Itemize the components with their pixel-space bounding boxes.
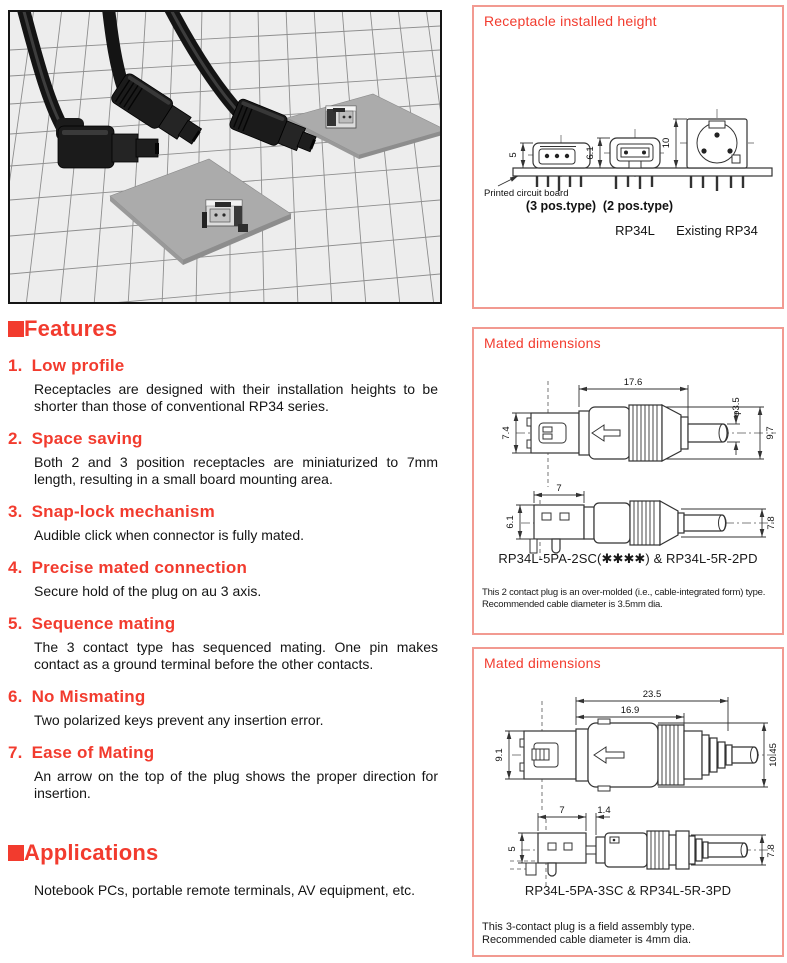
dim-label-cable-dia: φ3.5 (731, 397, 742, 417)
feature-title: Precise mated connection (31, 558, 248, 577)
dim-label-9.7: 9.7 (765, 426, 776, 440)
panel-notes (482, 921, 782, 947)
plug-side-view (579, 405, 688, 461)
product-photo (8, 10, 442, 304)
feature-title: Low profile (31, 356, 125, 375)
feature-item-1-heading (8, 356, 444, 376)
dim-label-16.9: 16.9 (620, 705, 640, 716)
panel-title: Receptacle installed height (484, 13, 657, 29)
pcb-label: Printed circuit board (484, 188, 569, 199)
note-line-1: This 2 contact plug is an over-molded (i.e., cable-integrated form) type. (482, 587, 766, 598)
feature-number: 5. (8, 614, 23, 633)
red-square-bullet-icon (8, 845, 24, 861)
dim-label-6.1: 6.1 (505, 515, 516, 529)
dim-label-23.5: 23.5 (642, 689, 662, 700)
panel-title: Mated dimensions (484, 335, 601, 351)
existing-rp34-label: Existing RP34 (676, 223, 758, 238)
receptacle-side-view (520, 731, 576, 779)
cable (708, 843, 748, 857)
receptacle-existing-outline (687, 119, 747, 168)
panel-notes (482, 587, 782, 611)
plug-side-view (576, 719, 732, 791)
dim-label-7.8: 7.8 (766, 844, 777, 858)
dim-label-1.4: 1.4 (597, 805, 611, 816)
feature-item-3-heading (8, 502, 444, 522)
feature-item-5-body: The 3 contact type has sequenced mating. One pin makes contact as a ground terminal before the other contacts. (34, 639, 438, 672)
dim-label-5: 5 (507, 846, 518, 852)
feature-item-2-body: Both 2 and 3 position receptacles are miniaturized to 7mm length, resulting in a small board mounting area. (34, 454, 438, 487)
dim-label-6.1: 6.1 (585, 146, 596, 160)
feature-title: Space saving (31, 429, 143, 448)
plug-bottom-view (586, 831, 708, 869)
receptacle-side-view (527, 413, 579, 453)
dim-label-9.1: 9.1 (494, 748, 505, 762)
installed-height-drawing (476, 67, 781, 267)
feature-item-1-body: Receptacles are designed with their installation heights to be shorter than those of conventional RP34 series. (34, 381, 438, 414)
plug-bottom-view (584, 501, 684, 545)
panel-title: Mated dimensions (484, 655, 601, 671)
dim-label-10: 10 (661, 137, 672, 149)
cable (732, 747, 758, 763)
feature-title: Sequence mating (31, 614, 176, 633)
panel-receptacle-installed-height (472, 5, 784, 309)
panel-mated-dimensions-3pos (472, 647, 784, 957)
mated-2pos-drawing (476, 363, 781, 563)
feature-number: 7. (8, 743, 23, 762)
feature-title: No Mismating (31, 687, 146, 706)
note-line-1: This 3-contact plug is a field assembly type. (482, 921, 695, 933)
pos2-type-label: (2 pos.type) (602, 199, 674, 213)
rp34l-label: RP34L (615, 223, 655, 238)
red-square-bullet-icon (8, 321, 24, 337)
feature-number: 6. (8, 687, 23, 706)
feature-item-2-heading (8, 429, 444, 449)
panel-mated-dimensions-2pos (472, 327, 784, 635)
features-heading (8, 316, 444, 342)
cable (688, 424, 728, 442)
applications-body: Notebook PCs, portable remote terminals, AV equipment, etc. (34, 882, 416, 898)
dim-label-17.6: 17.6 (623, 377, 643, 388)
features-heading-label: Features (24, 316, 118, 341)
feature-number: 1. (8, 356, 23, 375)
feature-item-5-heading (8, 614, 444, 634)
feature-number: 3. (8, 502, 23, 521)
mated-3pos-drawing (476, 685, 781, 897)
dim-label-10.45: 10.45 (768, 743, 779, 767)
feature-item-4-heading (8, 558, 444, 578)
feature-title: Ease of Mating (31, 743, 155, 762)
note-line-2: Recommended cable diameter is 4mm dia. (482, 934, 692, 946)
pcb-cross-section (513, 168, 772, 176)
dim-label-5: 5 (508, 152, 519, 158)
model-caption: RP34L-5PA-3SC & RP34L-5R-3PD (524, 883, 732, 898)
model-caption: RP34L-5PA-2SC(✱✱✱✱) & RP34L-5R-2PD (498, 551, 758, 566)
right-board-receptacle (326, 106, 356, 128)
feature-item-7-body: An arrow on the top of the plug shows the proper direction for insertion. (34, 768, 438, 801)
receptacle-2pos-outline (610, 138, 660, 168)
receptacle-3pos-outline (533, 143, 590, 168)
applications-heading-label: Applications (24, 840, 159, 865)
receptacle-bottom-view (530, 505, 584, 553)
feature-item-6-heading (8, 687, 444, 707)
feature-item-6-body: Two polarized keys prevent any insertion error. (34, 712, 324, 728)
receptacle-bottom-view (510, 833, 586, 876)
applications-heading (8, 840, 444, 866)
dim-label-7: 7 (556, 483, 562, 494)
feature-item-7-heading (8, 743, 444, 763)
feature-item-4-body: Secure hold of the plug on au 3 axis. (34, 583, 262, 599)
dim-label-7: 7 (559, 805, 565, 816)
features-section (8, 316, 444, 899)
pcb-leader-line (498, 176, 518, 186)
pos3-type-label: (3 pos.type) (525, 199, 597, 213)
dim-label-7.8: 7.8 (766, 516, 777, 530)
feature-number: 2. (8, 429, 23, 448)
note-line-2: Recommended cable diameter is 3.5mm dia. (482, 599, 663, 610)
product-photo-illustration (10, 12, 440, 302)
feature-item-3-body: Audible click when connector is fully mated. (34, 527, 305, 543)
cable (684, 515, 726, 531)
feature-number: 4. (8, 558, 23, 577)
feature-title: Snap-lock mechanism (31, 502, 215, 521)
dim-label-7.4: 7.4 (501, 426, 512, 440)
